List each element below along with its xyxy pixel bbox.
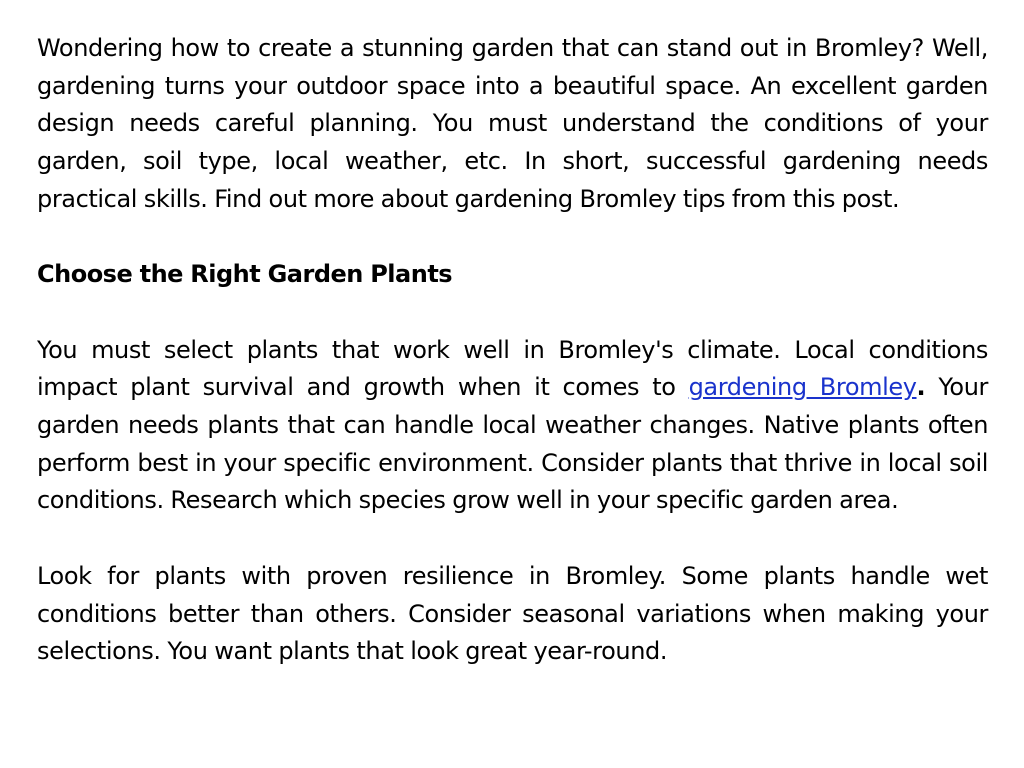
plants-paragraph-start: You must select plants that work well in Bromley's climate. Local conditions impact plant survival and growth when it comes to bbox=[37, 335, 988, 402]
section-heading: Choose the Right Garden Plants bbox=[37, 260, 453, 289]
plants-paragraph bbox=[37, 332, 988, 521]
intro-paragraph: Wondering how to create a stunning garden that can stand out in Bromley? Well, gardening turns your outdoor space into a beautiful space. An excellent garden design needs careful planning. You must understand the conditions of your garden, soil type, local weather, etc. In short, successful gardening needs practical skills. Find out more about gardening Bromley tips from this post. bbox=[37, 34, 988, 213]
spacer bbox=[37, 219, 988, 257]
plants-paragraph-end: Your garden needs plants that can handle local weather changes. Native plants often perform best in your specific environment. Consider plants that thrive in local soil conditions. Research which species grow well in your specific garden area. bbox=[37, 373, 988, 515]
bold-period: . bbox=[916, 373, 926, 402]
gardening-bromley-link[interactable]: gardening Bromley bbox=[688, 373, 917, 402]
spacer bbox=[37, 520, 988, 558]
resilience-paragraph: Look for plants with proven resilience in Bromley. Some plants handle wet conditions better than others. Consider seasonal variations when making your selections. You want plants that look great year-round. bbox=[37, 561, 988, 666]
document-page bbox=[37, 30, 988, 671]
spacer bbox=[37, 294, 988, 332]
